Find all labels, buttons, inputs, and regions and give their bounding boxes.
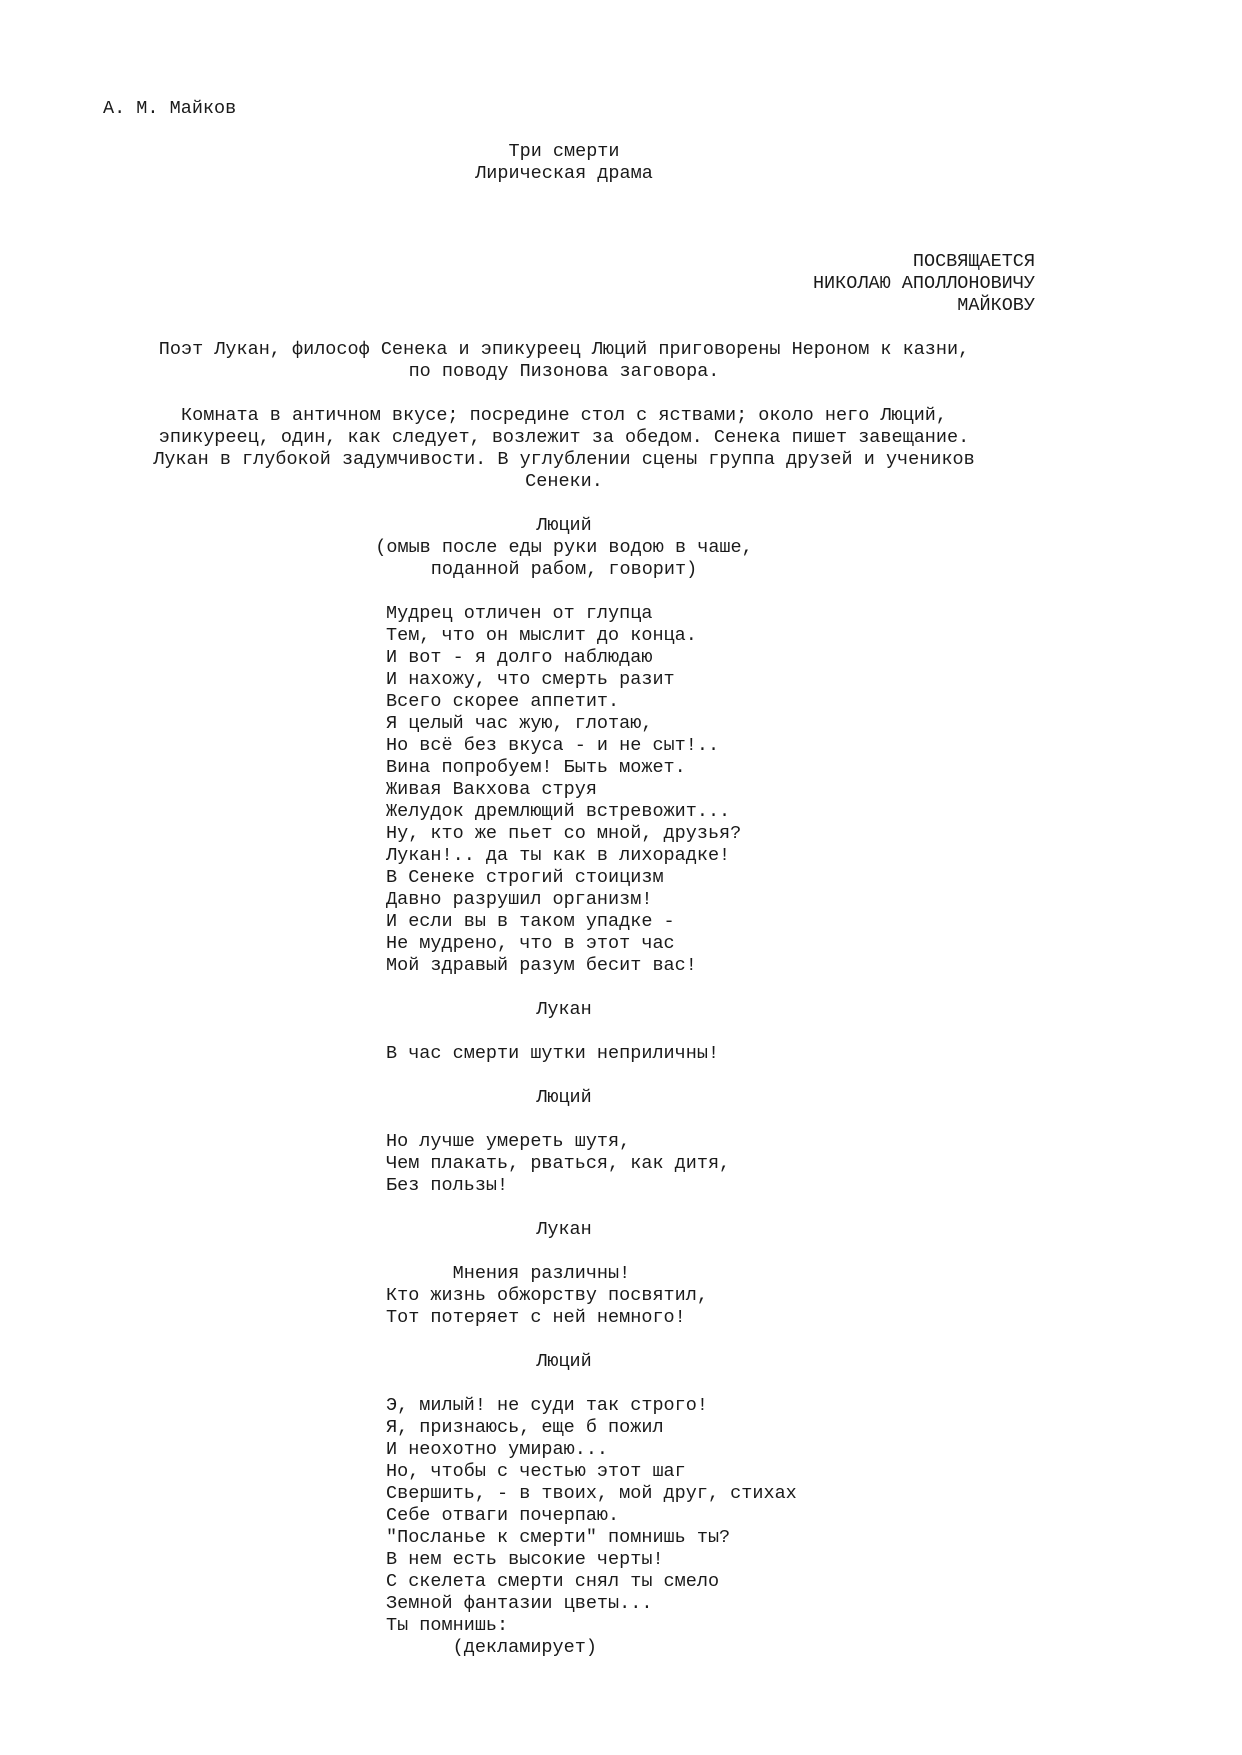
verse-line: Живая Вакхова струя (386, 779, 597, 800)
verse-line: И вот - я долго наблюдаю (386, 647, 653, 668)
intro-line: Поэт Лукан, философ Сенека и эпикуреец Люций приговорены Нероном к казни, (158, 339, 970, 360)
verse-line: "Посланье к смерти" помнишь ты? (386, 1527, 731, 1548)
verse-line: И нахожу, что смерть разит (386, 669, 675, 690)
stage-direction-line: эпикуреец, один, как следует, возлежит за обедом. Сенека пишет завещание. (158, 427, 970, 448)
verse-line: В час смерти шутки неприличны! (386, 1043, 720, 1064)
verse-line: Тот потеряет с ней немного! (386, 1307, 686, 1328)
verse-line: Всего скорее аппетит. (386, 691, 620, 712)
dedication-line: ПОСВЯЩАЕТСЯ (912, 251, 1035, 272)
verse-line: С скелета смерти снял ты смело (386, 1571, 720, 1592)
intro-line: по поводу Пизонова заговора. (408, 361, 720, 382)
play-title: Три смерти (508, 141, 620, 162)
verse-line: Лукан!.. да ты как в лихорадке! (386, 845, 731, 866)
verse-line: Мудрец отличен от глупца (386, 603, 653, 624)
verse-line: Э, милый! не суди так строго! (386, 1395, 708, 1416)
verse-line: Ты помнишь: (386, 1615, 509, 1636)
verse-line: Кто жизнь обжорству посвятил, (386, 1285, 708, 1306)
verse-line: Ну, кто же пьет со мной, друзья? (386, 823, 742, 844)
verse-line: Давно разрушил организм! (386, 889, 653, 910)
dedication-line: МАЙКОВУ (957, 295, 1035, 316)
verse-line: Но, чтобы с честью этот шаг (386, 1461, 686, 1482)
verse-line: Вина попробуем! Быть может. (386, 757, 686, 778)
verse-line: Я целый час жую, глотаю, (386, 713, 653, 734)
verse-line: Я, признаюсь, еще б пожил (386, 1417, 664, 1438)
speaker-name: Люций (536, 1087, 592, 1108)
stage-direction-line: Сенеки. (525, 471, 603, 492)
verse-line: Земной фантазии цветы... (386, 1593, 653, 1614)
speaker-name: Лукан (536, 999, 592, 1020)
verse-line: И неохотно умираю... (386, 1439, 609, 1460)
speaker-name: Лукан (536, 1219, 592, 1240)
verse-line: Но лучше умереть шутя, (386, 1131, 631, 1152)
author-line: А. М. Майков (103, 98, 237, 119)
dedication-line: НИКОЛАЮ АПОЛЛОНОВИЧУ (812, 273, 1035, 294)
verse-line: И если вы в таком упадке - (386, 911, 675, 932)
verse-line: Не мудрено, что в этот час (386, 933, 675, 954)
verse-line: Мой здравый разум бесит вас! (386, 955, 697, 976)
speaker-name: Люций (536, 1351, 592, 1372)
verse-line: Тем, что он мыслит до конца. (386, 625, 697, 646)
verse-line: Без пользы! (386, 1175, 509, 1196)
stage-remark: (декламирует) (386, 1637, 597, 1658)
verse-line: Желудок дремлющий встревожит... (386, 801, 731, 822)
verse-line: Мнения различны! (386, 1263, 631, 1284)
verse-line: Чем плакать, рваться, как дитя, (386, 1153, 731, 1174)
verse-line: Себе отваги почерпаю. (386, 1505, 620, 1526)
verse-line: Свершить, - в твоих, мой друг, стихах (386, 1483, 797, 1504)
stage-direction-line: Комната в античном вкусе; посредине стол с яствами; около него Люций, (180, 405, 948, 426)
stage-remark: (омыв после еды руки водою в чаше, (375, 537, 753, 558)
speaker-name: Люций (536, 515, 592, 536)
stage-remark: поданной рабом, говорит) (430, 559, 698, 580)
verse-line: В Сенеке строгий стоицизм (386, 867, 664, 888)
stage-direction-line: Лукан в глубокой задумчивости. В углублении сцены группа друзей и учеников (153, 449, 975, 470)
play-subtitle: Лирическая драма (475, 163, 653, 184)
verse-line: В нем есть высокие черты! (386, 1549, 664, 1570)
verse-line: Но всё без вкуса - и не сыт!.. (386, 735, 720, 756)
